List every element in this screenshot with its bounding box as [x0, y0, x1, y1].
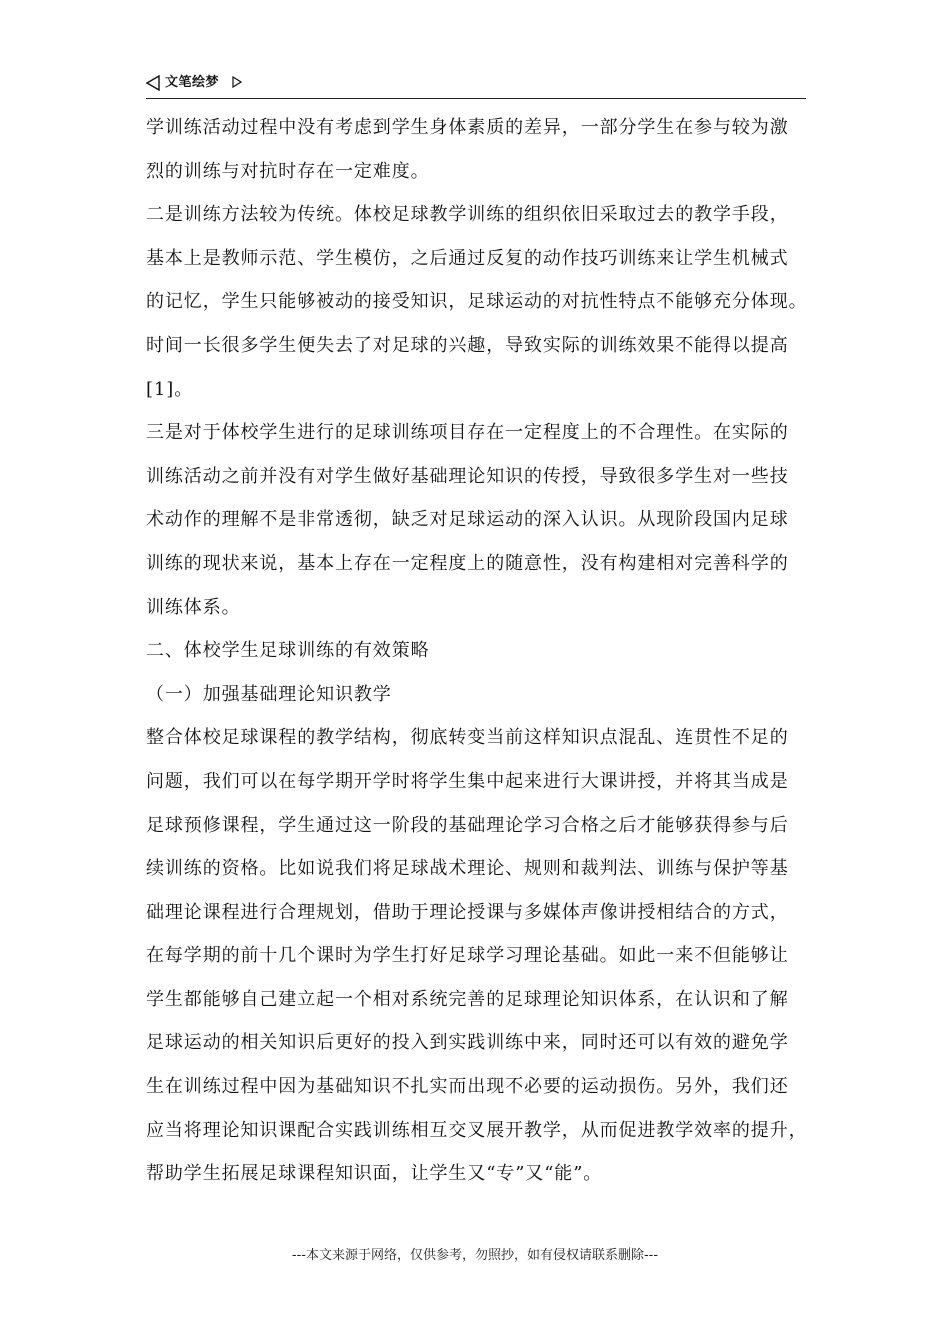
- page-footer-disclaimer: ---本文来源于网络，仅供参考，勿照抄，如有侵权请联系删除---: [291, 1248, 659, 1263]
- text-line: 训练活动之前并没有对学生做好基础理论知识的传授，导致很多学生对一些技: [146, 465, 789, 487]
- text-line: 足球预修课程，学生通过这一阶段的基础理论学习合格之后才能够获得参与后: [146, 814, 789, 836]
- text-line: 问题，我们可以在每学期开学时将学生集中起来进行大课讲授，并将其当成是: [146, 770, 789, 792]
- text-line: 术动作的理解不是非常透彻，缺乏对足球运动的深入认识。从现阶段国内足球: [146, 509, 789, 531]
- text-line: 足球运动的相关知识后更好的投入到实践训练中来，同时还可以有效的避免学: [146, 1032, 789, 1054]
- text-line: 学生都能够自己建立起一个相对系统完善的足球理论知识体系，在认识和了解: [146, 988, 789, 1010]
- text-line: 在每学期的前十几个课时为学生打好足球学习理论基础。如此一来不但能够让: [146, 945, 789, 967]
- text-line: [1]。: [146, 378, 194, 400]
- triangle-left-outline-icon: [146, 75, 160, 91]
- text-line: 的记忆，学生只能够被动的接受知识，足球运动的对抗性特点不能够充分体现。: [146, 291, 808, 313]
- header-brand: 文笔绘梦: [165, 75, 220, 90]
- document-body: [146, 106, 810, 1196]
- text-line: 帮助学生拓展足球课程知识面，让学生又“专”又“能”。: [146, 1163, 603, 1185]
- text-line: 二是训练方法较为传统。体校足球教学训练的组织依旧采取过去的教学手段，: [146, 204, 789, 226]
- text-line: 续训练的资格。比如说我们将足球战术理论、规则和裁判法、训练与保护等基: [146, 858, 789, 880]
- text-line: 训练体系。: [146, 596, 241, 618]
- text-line: 时间一长很多学生便失去了对足球的兴趣，导致实际的训练效果不能得以提高: [146, 334, 789, 356]
- text-line: 基本上是教师示范、学生模仿，之后通过反复的动作技巧训练来让学生机械式: [146, 247, 789, 269]
- text-line: 烈的训练与对抗时存在一定难度。: [146, 160, 430, 182]
- text-line: 应当将理论知识课配合实践训练相互交叉展开教学，从而促进教学效率的提升，: [146, 1119, 808, 1141]
- page-header: [146, 72, 806, 99]
- text-line: 础理论课程进行合理规划，借助于理论授课与多媒体声像讲授相结合的方式，: [146, 901, 789, 923]
- text-line: 三是对于体校学生进行的足球训练项目存在一定程度上的不合理性。在实际的: [146, 422, 789, 444]
- text-line: 学训练活动过程中没有考虑到学生身体素质的差异，一部分学生在参与较为激: [146, 117, 789, 138]
- triangle-right-outline-icon: [232, 76, 242, 88]
- subsection-heading: （一）加强基础理论知识教学: [146, 683, 392, 705]
- section-heading: 二、体校学生足球训练的有效策略: [146, 640, 430, 662]
- text-line: 训练的现状来说，基本上存在一定程度上的随意性，没有构建相对完善科学的: [146, 552, 789, 574]
- text-line: 生在训练过程中因为基础知识不扎实而出现不必要的运动损伤。另外，我们还: [146, 1076, 789, 1098]
- text-line: 整合体校足球课程的教学结构，彻底转变当前这样知识点混乱、连贯性不足的: [146, 727, 789, 749]
